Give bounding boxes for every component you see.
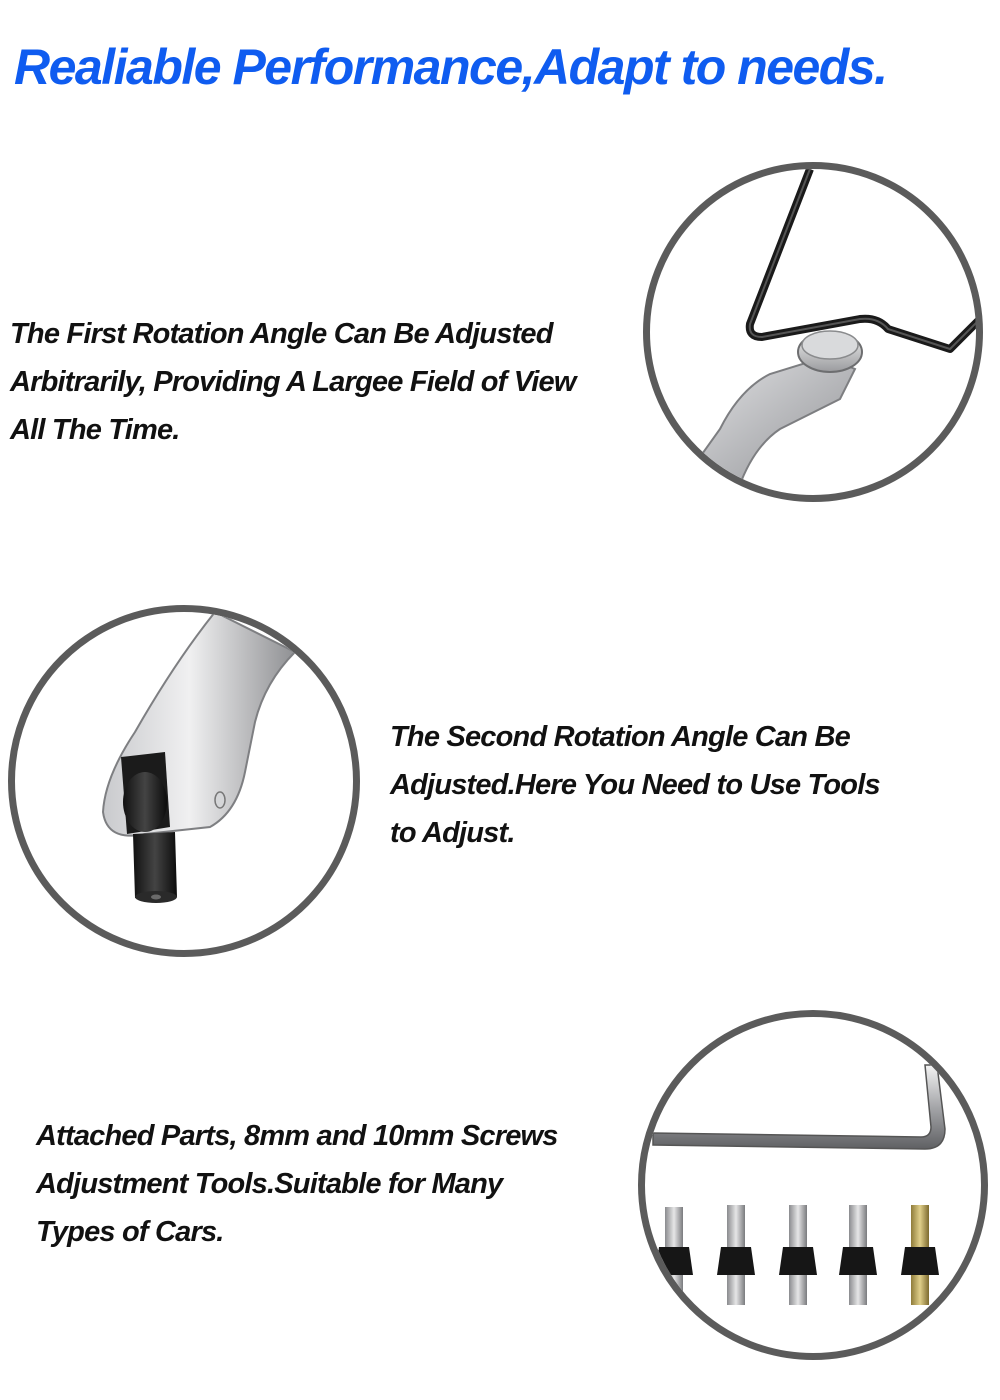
feature-3-text <box>36 1112 558 1256</box>
arm-joint-closeup-image <box>8 605 360 957</box>
feature-2-line-3: to Adjust. <box>390 817 515 849</box>
feature-1-text <box>10 310 576 454</box>
mirror-pivot-closeup-image <box>643 162 983 502</box>
mirror-pivot-icon <box>650 169 976 495</box>
feature-3-line-3: Types of Cars. <box>36 1216 224 1248</box>
feature-2-line-1: The Second Rotation Angle Can Be <box>390 721 850 753</box>
feature-1-line-2: Arbitrarily, Providing A Largee Field of View <box>10 366 576 398</box>
page-title: Realiable Performance,Adapt to needs. <box>14 39 887 95</box>
feature-1-line-3: All The Time. <box>10 414 180 446</box>
feature-2-text <box>390 713 880 857</box>
feature-2-line-2: Adjusted.Here You Need to Use Tools <box>390 769 880 801</box>
hex-key-and-screws-icon <box>645 1017 981 1353</box>
feature-3-line-2: Adjustment Tools.Suitable for Many <box>36 1168 503 1200</box>
feature-3-line-1: Attached Parts, 8mm and 10mm Screws <box>36 1120 558 1152</box>
hex-key-and-screws-image <box>638 1010 988 1360</box>
arm-joint-icon <box>15 612 353 950</box>
feature-1-line-1: The First Rotation Angle Can Be Adjusted <box>10 318 553 350</box>
